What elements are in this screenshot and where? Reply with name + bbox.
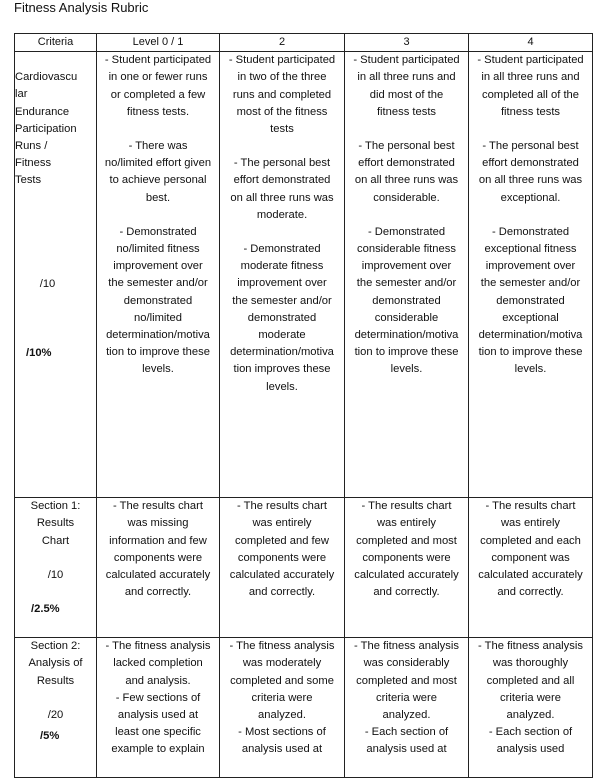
- cell-line: improvement over: [237, 277, 327, 290]
- cell-line: determination/motiva: [106, 329, 210, 342]
- cell-line: calculated accurately: [105, 569, 211, 582]
- cell-line: most of the fitness: [236, 105, 328, 118]
- cell-line: analyzed.: [258, 709, 306, 722]
- cell-line: and correctly.: [373, 586, 440, 599]
- cell-paragraph: [220, 52, 344, 138]
- cell-line: - Student participated: [104, 54, 212, 67]
- cell-line: on all three runs was: [478, 174, 583, 187]
- cell-line: criteria were: [251, 691, 313, 704]
- cell-line: - The results chart: [237, 500, 327, 513]
- cell-line: was missing: [127, 517, 189, 530]
- header-row: [15, 34, 593, 52]
- paragraph-gap: [97, 121, 219, 138]
- cell-paragraph: [97, 498, 219, 601]
- level-cell: [97, 638, 220, 778]
- cell-line: exceptional.: [500, 191, 561, 204]
- level-cell: [469, 52, 593, 498]
- cell-line: determination/motiva: [478, 329, 583, 342]
- cell-line: calculated accurately: [229, 569, 335, 582]
- cell-line: in one or fewer runs: [108, 71, 208, 84]
- cell-line: moderate.: [256, 208, 308, 221]
- cell-paragraph: [469, 138, 592, 207]
- cell-line: - Most sections of: [238, 726, 326, 739]
- cell-line: Results: [36, 517, 75, 530]
- cell-line: completed and some: [230, 674, 334, 687]
- cell-line: tion improves these: [233, 363, 331, 376]
- header-level-4: 4: [469, 34, 593, 52]
- cell-line: no/limited effort given: [104, 157, 212, 170]
- paragraph-gap: [220, 138, 344, 155]
- cell-line: completed and most: [356, 534, 457, 547]
- cell-line: completed and all: [486, 674, 575, 687]
- cell-line: calculated accurately: [478, 569, 583, 582]
- cell-line: moderate: [258, 329, 306, 342]
- criteria-weight: /2.5%: [31, 603, 60, 616]
- header-level-2: 2: [220, 34, 345, 52]
- cell-line: fitness tests.: [126, 105, 190, 118]
- paragraph-gap: [97, 207, 219, 224]
- cell-line: no/limited: [134, 311, 182, 324]
- cell-line: - Demonstrated: [367, 225, 446, 238]
- cell-line: - Demonstrated: [243, 243, 321, 256]
- cell-line: was entirely: [376, 517, 437, 530]
- criteria-weight: /10%: [26, 346, 52, 359]
- cell-line: - Few sections of: [115, 691, 201, 704]
- cell-line: - The personal best: [482, 140, 579, 153]
- cell-line: analysis used: [496, 743, 565, 756]
- cell-line: - The fitness analysis: [354, 640, 459, 653]
- cell-line: considerable fitness: [357, 243, 456, 256]
- table-row: [15, 498, 593, 638]
- cell-paragraph: [345, 52, 468, 121]
- cell-line: to achieve personal: [109, 174, 207, 187]
- cell-line: tion to improve these: [478, 346, 583, 359]
- cell-line: analyzed.: [506, 709, 555, 722]
- cell-line: improvement over: [485, 260, 576, 273]
- cell-line: in all three runs and: [481, 71, 580, 84]
- cell-line: effort demonstrated: [482, 157, 579, 170]
- cell-line: and correctly.: [248, 586, 316, 599]
- paragraph-gap: [220, 224, 344, 241]
- cell-line: calculated accurately: [354, 569, 459, 582]
- cell-line: - The results chart: [361, 500, 452, 513]
- level-cell: [469, 498, 593, 638]
- cell-line: demonstrated: [372, 294, 441, 307]
- cell-line: Participation: [15, 122, 77, 135]
- cell-line: no/limited fitness: [116, 243, 200, 256]
- cell-line: criteria were: [376, 691, 437, 704]
- criteria-score: /10: [39, 277, 56, 290]
- cell-line: levels.: [266, 380, 298, 393]
- cell-line: - The fitness analysis: [478, 640, 583, 653]
- cell-line: levels.: [514, 363, 547, 376]
- cell-line: component was: [491, 551, 570, 564]
- cell-line: components were: [113, 551, 203, 564]
- cell-line: completed and each: [480, 534, 581, 547]
- cell-line: lacked completion: [113, 657, 203, 670]
- cell-line: - The personal best: [358, 140, 455, 153]
- cell-line: analysis used at: [117, 709, 199, 722]
- cell-paragraph: [97, 224, 219, 379]
- cell-line: Results: [36, 674, 75, 687]
- cell-paragraph: [469, 224, 592, 379]
- header-criteria: Criteria: [15, 34, 97, 52]
- cell-line: effort demonstrated: [233, 174, 331, 187]
- cell-line: best.: [145, 191, 171, 204]
- header-level-3: 3: [345, 34, 469, 52]
- cell-line: - Demonstrated: [491, 225, 570, 238]
- cell-line: analysis used at: [366, 743, 447, 756]
- cell-line: Chart: [41, 534, 70, 547]
- cell-line: fitness tests: [376, 105, 437, 118]
- cell-line: - The fitness analysis: [105, 640, 211, 653]
- cell-line: fitness tests: [500, 105, 561, 118]
- cell-line: completed all of the: [481, 88, 580, 101]
- criteria-score: /20: [47, 708, 64, 721]
- cell-line: and correctly.: [497, 586, 564, 599]
- level-cell: [220, 638, 345, 778]
- criteria-name: [15, 498, 96, 550]
- cell-paragraph: [345, 638, 468, 758]
- cell-line: the semester and/or: [480, 277, 581, 290]
- cell-paragraph: [469, 638, 592, 758]
- cell-line: Section 1:: [30, 500, 81, 513]
- criteria-cell-results-chart: [15, 498, 97, 638]
- cell-line: - The fitness analysis: [229, 640, 335, 653]
- criteria-weight: /5%: [40, 730, 60, 743]
- cell-paragraph: [220, 498, 344, 601]
- cell-line: - Student participated: [353, 54, 460, 67]
- cell-line: criteria were: [500, 691, 561, 704]
- cell-line: runs and completed: [232, 88, 332, 101]
- paragraph-gap: [345, 121, 468, 138]
- criteria-cell-analysis: [15, 638, 97, 778]
- cell-line: was thoroughly: [492, 657, 569, 670]
- cell-line: in all three runs and: [357, 71, 456, 84]
- cell-paragraph: [220, 155, 344, 224]
- cell-line: information and few: [109, 534, 207, 547]
- cell-line: - Student participated: [228, 54, 336, 67]
- cell-line: Cardiovascu: [15, 71, 78, 84]
- level-cell: [345, 52, 469, 498]
- cell-paragraph: [97, 138, 219, 207]
- cell-line: exceptional: [502, 311, 559, 324]
- cell-paragraph: [97, 638, 219, 758]
- cell-line: on all three runs was: [230, 191, 334, 204]
- cell-line: determination/motiva: [230, 346, 334, 359]
- level-cell: [97, 52, 220, 498]
- cell-line: tion to improve these: [354, 346, 459, 359]
- cell-line: considerable.: [373, 191, 440, 204]
- paragraph-gap: [345, 207, 468, 224]
- cell-line: moderate fitness: [240, 260, 324, 273]
- cell-line: was entirely: [252, 517, 312, 530]
- cell-paragraph: [469, 52, 592, 121]
- cell-line: Tests: [15, 174, 42, 187]
- cell-line: the semester and/or: [232, 294, 332, 307]
- cell-line: the semester and/or: [356, 277, 457, 290]
- cell-paragraph: [97, 52, 219, 121]
- cell-line: was considerably: [363, 657, 450, 670]
- cell-line: or completed a few: [110, 88, 206, 101]
- cell-line: demonstrated: [247, 311, 317, 324]
- cell-paragraph: [345, 498, 468, 601]
- cell-line: - Each section of: [364, 726, 449, 739]
- cell-line: improvement over: [113, 260, 203, 273]
- cell-paragraph: [220, 241, 344, 396]
- level-cell: [469, 638, 593, 778]
- cell-paragraph: [469, 498, 592, 601]
- cell-line: effort demonstrated: [358, 157, 455, 170]
- cell-line: levels.: [390, 363, 423, 376]
- cell-line: and analysis.: [125, 674, 191, 687]
- paragraph-gap: [469, 121, 592, 138]
- cell-line: Fitness: [15, 157, 52, 170]
- cell-line: the semester and/or: [108, 277, 208, 290]
- cell-line: tests: [270, 123, 294, 136]
- level-cell: [220, 498, 345, 638]
- cell-line: Endurance: [15, 105, 70, 118]
- criteria-name: [15, 638, 96, 690]
- cell-line: example to explain: [111, 743, 205, 756]
- cell-line: lar: [15, 88, 28, 101]
- cell-line: demonstrated: [496, 294, 565, 307]
- rubric-table: [14, 33, 593, 778]
- cell-line: determination/motiva: [354, 329, 459, 342]
- level-cell: [97, 498, 220, 638]
- level-cell: [345, 498, 469, 638]
- criteria-score: /10: [47, 568, 64, 581]
- cell-paragraph: [220, 638, 344, 758]
- cell-line: demonstrated: [123, 294, 193, 307]
- cell-line: did most of the: [369, 88, 444, 101]
- cell-line: - The results chart: [485, 500, 576, 513]
- cell-line: exceptional fitness: [484, 243, 577, 256]
- cell-line: Section 2:: [30, 640, 81, 653]
- cell-line: analysis used at: [241, 743, 323, 756]
- cell-line: least one specific: [115, 726, 201, 739]
- cell-line: - Student participated: [477, 54, 584, 67]
- cell-line: improvement over: [361, 260, 452, 273]
- cell-line: Analysis of: [28, 657, 83, 670]
- paragraph-gap: [469, 207, 592, 224]
- table-row: [15, 638, 593, 778]
- cell-line: in two of the three: [237, 71, 327, 84]
- cell-line: on all three runs was: [354, 174, 459, 187]
- cell-line: - The personal best: [233, 157, 331, 170]
- page-title: Fitness Analysis Rubric: [14, 0, 149, 15]
- header-level-0-1: Level 0 / 1: [97, 34, 220, 52]
- cell-line: completed and most: [356, 674, 457, 687]
- cell-paragraph: [345, 138, 468, 207]
- cell-line: - There was: [128, 140, 188, 153]
- criteria-cell-cardiovascular: [15, 52, 97, 498]
- cell-line: components were: [237, 551, 327, 564]
- cell-line: and correctly.: [124, 586, 192, 599]
- cell-line: tion to improve these: [106, 346, 210, 359]
- cell-line: - Each section of: [488, 726, 573, 739]
- cell-line: - The results chart: [113, 500, 203, 513]
- criteria-name: [15, 69, 96, 189]
- cell-line: was moderately: [242, 657, 322, 670]
- level-cell: [345, 638, 469, 778]
- cell-line: completed and few: [235, 534, 329, 547]
- cell-line: analyzed.: [382, 709, 431, 722]
- cell-line: Runs /: [15, 140, 48, 153]
- cell-paragraph: [345, 224, 468, 379]
- cell-line: considerable: [374, 311, 439, 324]
- cell-line: components were: [362, 551, 451, 564]
- table-row: [15, 52, 593, 498]
- cell-line: was entirely: [500, 517, 561, 530]
- cell-line: levels.: [142, 363, 174, 376]
- cell-line: - Demonstrated: [119, 225, 197, 238]
- level-cell: [220, 52, 345, 498]
